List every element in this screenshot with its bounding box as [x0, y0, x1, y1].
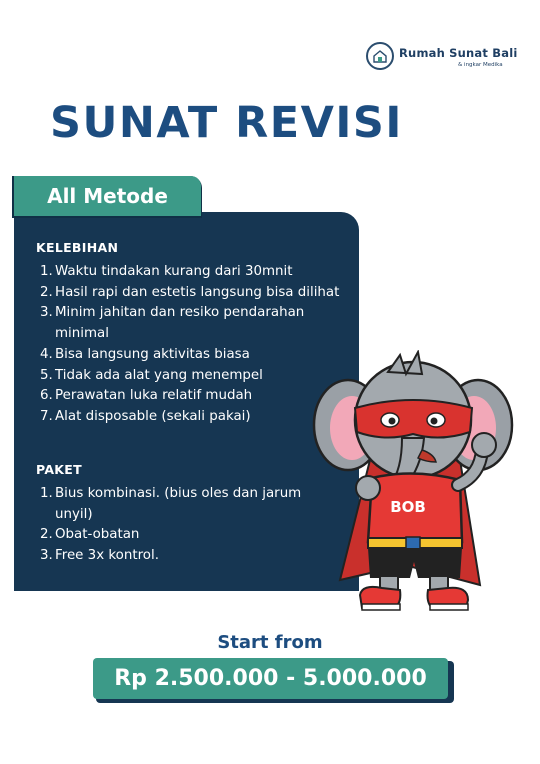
list-item: 4. Bisa langsung aktivitas biasa: [40, 346, 250, 362]
kelebihan-title: KELEBIHAN: [36, 240, 119, 255]
mascot-shirt-text: BOB: [390, 498, 426, 516]
kelebihan-list: [40, 262, 345, 428]
list-item: 1. Bius kombinasi. (bius oles dan jarum unyil): [40, 486, 302, 522]
brand-logo: [366, 42, 516, 74]
list-item: 2. Obat-obatan: [40, 527, 140, 543]
brand-subtitle: & ingkar Medika: [458, 62, 503, 68]
list-item: 7. Alat disposable (sekali pakai): [40, 408, 251, 424]
list-item: 1. Waktu tindakan kurang dari 30mnit: [40, 264, 293, 279]
list-item: 5. Tidak ada alat yang menempel: [40, 367, 263, 383]
list-item: 3. Minim jahitan dan resiko pendarahan minimal: [40, 305, 305, 342]
start-from-label: Start from: [217, 632, 323, 653]
list-item: 6. Perawatan luka relatif mudah: [40, 388, 253, 404]
price-range: Rp 2.500.000 - 5.000.000: [93, 658, 448, 699]
paket-title: PAKET: [36, 462, 82, 477]
elephant-mascot-icon: [310, 350, 515, 620]
method-tab: All Metode: [14, 176, 201, 216]
house-logo-icon: [366, 42, 394, 70]
list-item: 3. Free 3x kontrol.: [40, 548, 159, 564]
list-item: 2. Hasil rapi dan estetis langsung bisa dilihat: [40, 284, 340, 300]
page-title: SUNAT REVISI: [50, 98, 403, 148]
paket-list: [40, 484, 345, 567]
brand-name: Rumah Sunat Bali: [399, 46, 518, 60]
